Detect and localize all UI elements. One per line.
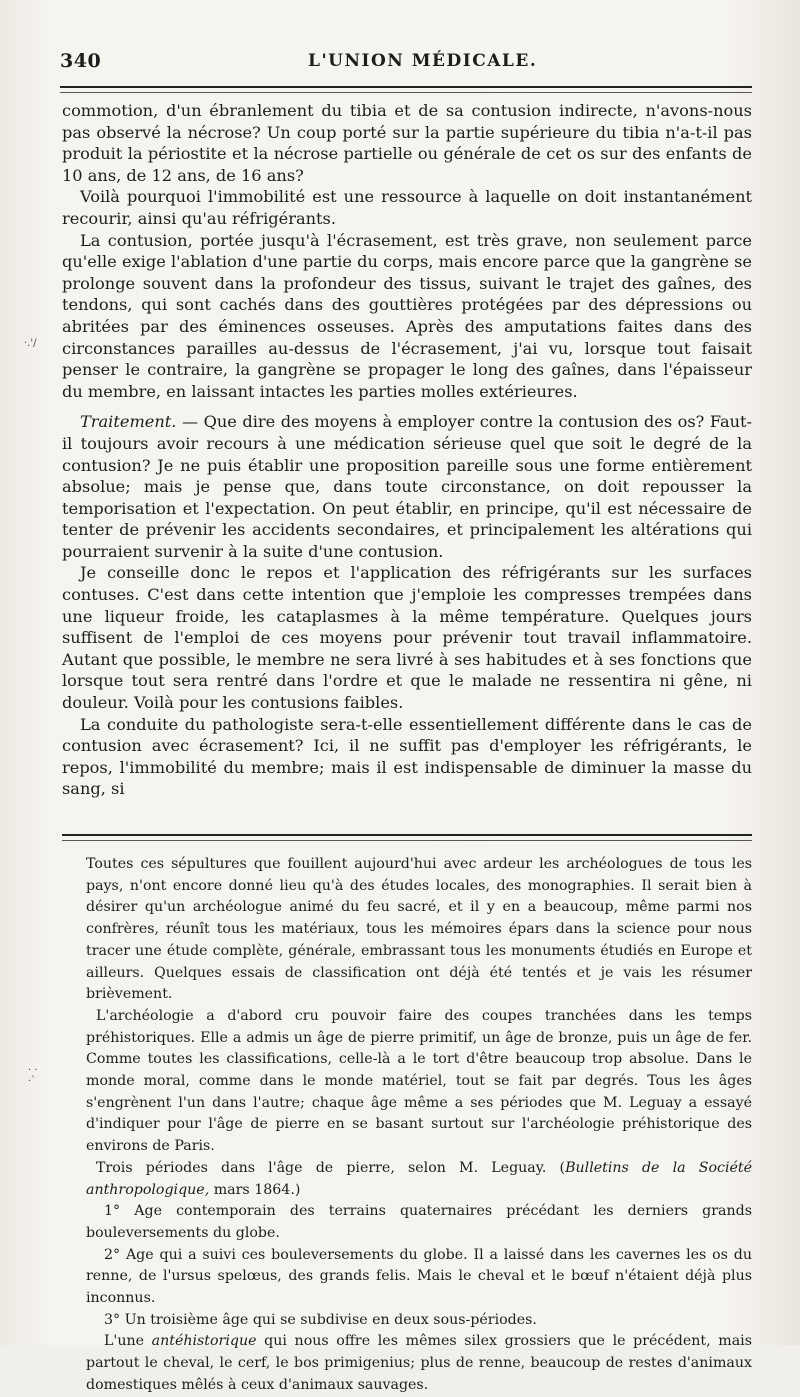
main-paragraph-3: La contusion, portée jusqu'à l'écrasement, est très grave, non seulement parce qu'elle exige l'ablation d'une partie du corps, mais encore parce que la gangrène se prolonge souvent dans la profondeur des tissus, suivant le trajet des gaînes, des tendons, qui sont cachés dans des gouttières protégées par des dépressions ou abritées par des éminences osseuses. Après des amputations faites dans des circonstances parailles au-dessus de l'écrasement, j'ai vu, lorsque tout faisait penser le contraire, la gangrène se propager le long des gaînes, dans l'épaisseur du membre, en laissant intactes les parties molles extérieures. [62,230,752,401]
margin-speck: ·.'/ [24,338,37,349]
feuilleton-rule-thin [62,840,752,841]
feuilleton-paragraph-3 [86,1158,752,1201]
feuilleton-paragraph-7 [86,1331,752,1396]
main-paragraph-5: Je conseille donc le repos et l'application des réfrigérants sur les surfaces contuses. C'est dans cette intention que j'emploie les compresses trempées dans une liqueur froide, les cataplasmes à la même température. Quelques jours suffisent de l'emploi de ces moyens pour prévenir tout travail inflammatoire. Autant que possible, le membre ne sera livré à ses habitudes et à ses fonctions que lorsque tout sera rentré dans l'ordre et que le malade ne ressentira ni gêne, ni douleur. Voilà pour les contusions faibles. [62,563,752,713]
feuilleton-paragraph-7-b: qui nous offre les mêmes silex grossiers que le précédent, mais partout le cheval, le cerf, le bos primigenius; plus de renne, beaucoup de restes d'animaux domestiques mêlés à ceux d'animaux sauvages. [86,1333,752,1393]
main-paragraph-1: commotion, d'un ébranlement du tibia et de sa contusion indirecte, n'avons-nous pas observé la nécrose? Un coup porté sur la partie supérieure du tibia n'a-t-il pas produit la périostite et la nécrose partielle ou générale de cet os sur des enfants de 10 ans, de 12 ans, de 16 ans? [62,101,752,185]
term-antehistorique: antéhistorique [151,1333,257,1350]
header-rule-thin [60,92,752,93]
page-number: 340 [60,50,102,72]
feuilleton-item-3: 3° Un troisième âge qui se subdivise en deux sous-périodes. [104,1311,537,1328]
feuilleton-rule [62,834,752,836]
feuilleton-paragraph-3-a: Trois périodes dans l'âge de pierre, selon M. Leguay. ( [96,1159,566,1176]
citation: Bulletins de la Société anthropologique, [86,1159,752,1198]
section-label-traitement: Traitement. [80,412,177,432]
main-paragraph-2: Voilà pourquoi l'immobilité est une ressource à laquelle on doit instantanément recourir, ainsi qu'au réfrigérants. [62,187,752,228]
running-head: L'UNION MÉDICALE. [308,51,538,71]
feuilleton [86,854,752,1397]
margin-speck-2: · · ·` [28,1065,38,1087]
page-header [60,50,752,78]
feuilleton-item-2: 2° Age qui a suivi ces bouleversements du globe. Il a laissé dans les cavernes les os du renne, de l'ursus spelœus, des grands felis. Mais le cheval et le bœuf n'étaient déjà plus inconnus. [86,1246,752,1307]
feuilleton-paragraph-3-b: mars 1864.) [209,1181,301,1198]
main-paragraph-4-text: — Que dire des moyens à employer contre la contusion des os? Faut-il toujours avoir recours à une médication sérieuse quel que soit le degré de la contusion? Je ne puis établir une proposition pareille sous une forme entièrement absolue; mais je pense que, dans toute circonstance, on doit repousser la temporisation et l'expectation. On peut établir, en principe, qu'il est nécessaire de tenter de prévenir les accidents secondaires, et principalement les altérations qui pourraient survenir à la suite d'une contusion. [62,412,752,561]
header-rule [60,86,752,88]
feuilleton-paragraph-7-a: L'une [104,1333,152,1350]
main-paragraph-6: La conduite du pathologiste sera-t-elle essentiellement différente dans le cas de contusion avec écrasement? Ici, il ne suffit pas d'employer les réfrigérants, le repos, l'immobilité du membre; mais il est indispensable de diminuer la masse du sang, si [62,714,752,799]
feuilleton-paragraph-1: Toutes ces sépultures que fouillent aujourd'hui avec ardeur les archéologues de tous les pays, n'ont encore donné lieu qu'à des études locales, des monographies. Il serait bien à désirer qu'un archéologue animé du feu sacré, et il y en a beaucoup, même parmi nos confrères, réunît tous les matériaux, tous les mémoires épars dans la science pour nous tracer une étude complète, générale, embrassant tous les monuments étudiés en Europe et ailleurs. Quelques essais de classification ont déjà été tentés et je vais les résumer brièvement. [86,856,752,1003]
feuilleton-item-1: 1° Age contemporain des terrains quaternaires précédant les derniers grands bouleversements du globe. [86,1203,752,1241]
main-article [62,100,752,800]
feuilleton-paragraph-2: L'archéologie a d'abord cru pouvoir faire des coupes tranchées dans les temps préhistoriques. Elle a admis un âge de pierre primitif, un âge de bronze, puis un âge de fer. Comme toutes les classifications, celle-là a le tort d'être beaucoup trop absolue. Dans le monde moral, comme dans le monde matériel, tout se fait par degrés. Tous les âges s'engrènent l'un dans l'autre; chaque âge même a ses périodes que M. Leguay a essayé d'indiquer pour l'âge de pierre en se basant surtout sur l'archéologie préhistorique des environs de Paris. [86,1007,752,1155]
main-paragraph-4 [62,411,752,562]
